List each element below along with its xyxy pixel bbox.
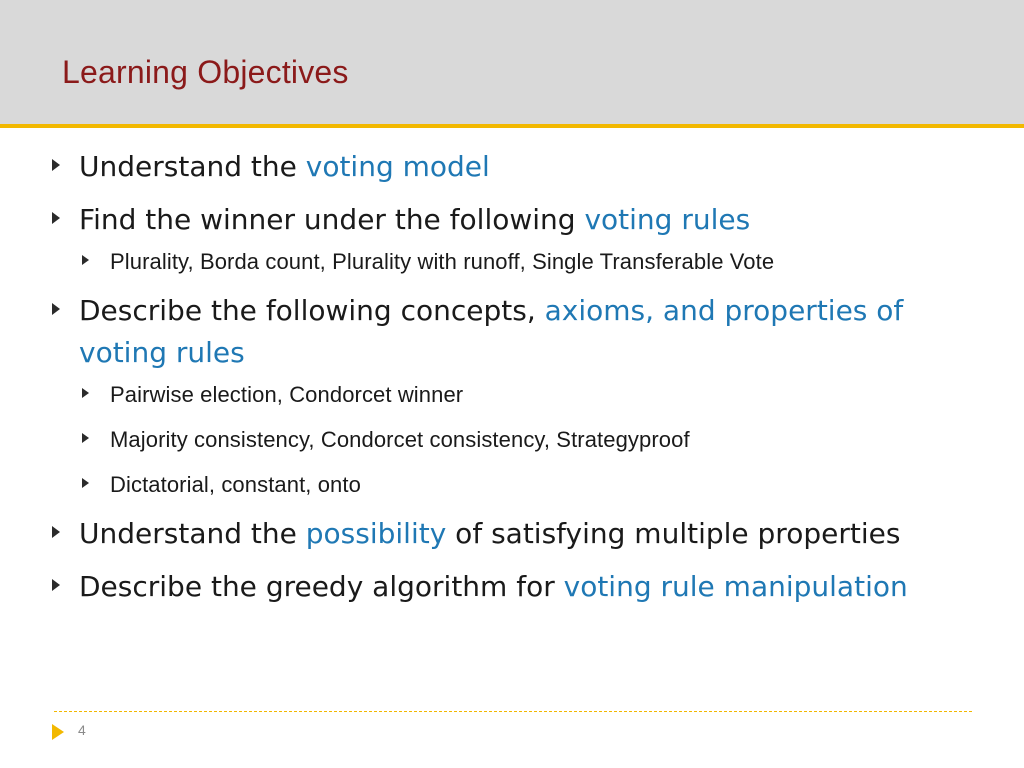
bullet-item (52, 199, 982, 241)
sub-bullet-text: Pairwise election, Condorcet winner (110, 382, 464, 407)
bullet-highlight: axioms, and properties of voting rules (79, 294, 904, 369)
bullet-item (52, 290, 982, 374)
bullet-text: Describe the greedy algorithm for (79, 570, 564, 603)
footer-divider (54, 711, 972, 712)
sub-bullet-item (52, 378, 982, 412)
bullet-arrow-icon (52, 303, 60, 315)
bullet-text: Understand the (79, 517, 306, 550)
title-underline (0, 124, 1024, 128)
sub-bullet-arrow-icon (82, 388, 89, 398)
footer-arrow-icon (52, 724, 64, 740)
bullet-arrow-icon (52, 579, 60, 591)
sub-bullet-item (52, 245, 982, 279)
bullet-text: Understand the (79, 150, 306, 183)
bullet-arrow-icon (52, 212, 60, 224)
sub-bullet-arrow-icon (82, 255, 89, 265)
sub-bullet-text: Dictatorial, constant, onto (110, 472, 361, 497)
bullet-list (52, 146, 982, 619)
bullet-highlight: possibility (305, 517, 447, 550)
bullet-highlight: voting rule manipulation (563, 570, 908, 603)
bullet-text: Find the winner under the following (79, 203, 585, 236)
bullet-item (52, 513, 982, 555)
slide-title: Learning Objectives (62, 54, 349, 90)
sub-bullet-arrow-icon (82, 478, 89, 488)
sub-bullet-text: Plurality, Borda count, Plurality with runoff, Single Transferable Vote (110, 249, 775, 274)
bullet-text: Describe the following concepts, (79, 294, 545, 327)
sub-bullet-arrow-icon (82, 433, 89, 443)
sub-bullet-item (52, 423, 982, 457)
bullet-arrow-icon (52, 159, 60, 171)
bullet-highlight: voting rules (584, 203, 751, 236)
bullet-highlight: voting model (305, 150, 490, 183)
page-number: 4 (78, 722, 86, 738)
sub-bullet-text: Majority consistency, Condorcet consistency, Strategyproof (110, 427, 690, 452)
bullet-item (52, 566, 982, 608)
bullet-arrow-icon (52, 526, 60, 538)
sub-bullet-item (52, 468, 982, 502)
bullet-text-after: of satisfying multiple properties (446, 517, 901, 550)
bullet-item (52, 146, 982, 188)
